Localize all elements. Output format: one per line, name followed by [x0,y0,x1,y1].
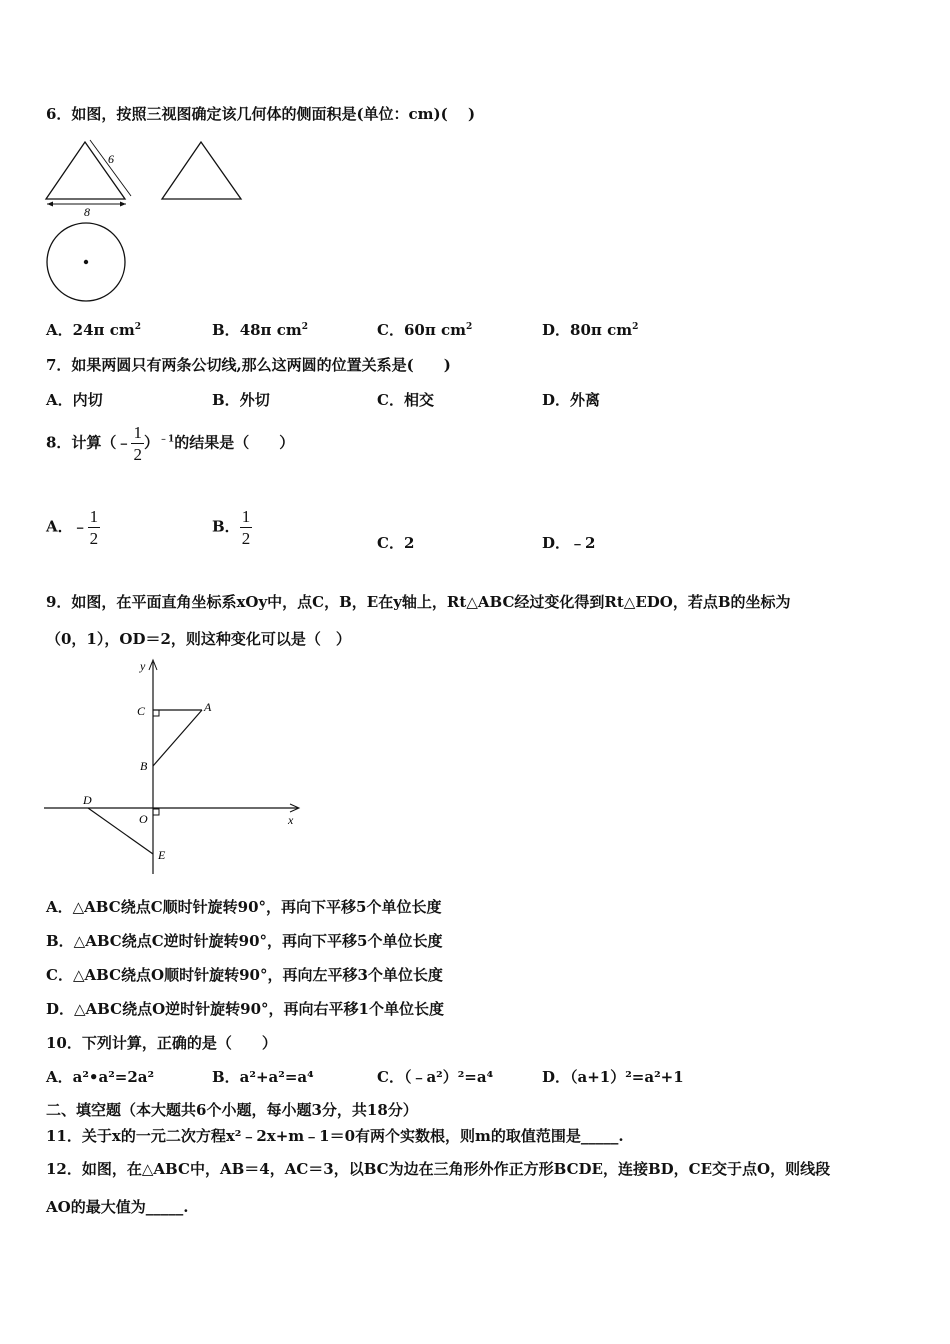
q11-stem: 11．关于x的一元二次方程x²﹣2x+m﹣1＝0有两个实数根，则m的取值范围是_____. [46,1127,624,1145]
q9-stem-line2: （0，1），OD＝2，则这种变化可以是（ ） [46,630,351,648]
label-x: x [288,813,294,827]
label-A: A [204,700,212,714]
q10-option-a[interactable]: A．a²•a²=2a² [46,1068,155,1086]
label-D: D [83,793,92,807]
q7-option-c[interactable]: C．相交 [377,391,434,409]
label-E: E [158,848,166,862]
side-length-label: 6 [108,152,114,166]
q7-stem: 7．如果两圆只有两条公切线,那么这两圆的位置关系是( ) [46,356,451,374]
q9-option-b[interactable]: B．△ABC绕点C逆时针旋转90°，再向下平移5个单位长度 [46,932,443,950]
q6-option-d[interactable]: D．80π $cm^2$ [542,321,639,339]
q10-option-b[interactable]: B．a²+a²=a⁴ [212,1068,314,1086]
base-length-label: 8 [84,205,90,219]
q7-option-a[interactable]: A．内切 [46,391,103,409]
base-arrow-right [120,202,126,207]
segment-AB [153,710,202,766]
q10-stem: 10．下列计算，正确的是（ ） [46,1034,277,1052]
q9-option-a[interactable]: A．△ABC绕点C顺时针旋转90°，再向下平移5个单位长度 [46,898,442,916]
q8-stem: 8．计算（﹣ $\frac{1}{2}$ ）$^{﹣1}$的结果是（ ） [46,423,295,464]
q8-fraction: $\frac{1}{2}$ [133,423,142,464]
q6-side-view [158,136,248,206]
q7-option-d[interactable]: D．外离 [542,391,601,409]
q6-stem: 6．如图，按照三视图确定该几何体的侧面积是(单位：cm)( ) [46,105,476,123]
q10-option-c[interactable]: C．（﹣a²）²=a⁴ [377,1068,494,1086]
front-triangle [46,142,125,199]
q8-option-b[interactable]: B． $\frac{1}{2}$ [212,507,251,548]
label-C: C [137,704,146,718]
q10-option-d[interactable]: D．（a+1）²=a²+1 [542,1068,684,1086]
q9-option-d[interactable]: D．△ABC绕点O逆时针旋转90°，再向右平移1个单位长度 [46,1000,444,1018]
side-triangle [162,142,241,199]
q7-option-b[interactable]: B．外切 [212,391,270,409]
q12-line1: 12．如图，在△ABC中，AB＝4，AC＝3，以BC为边在三角形外作正方形BCDE，连接BD，CE交于点O，则线段 [46,1160,831,1178]
label-O: O [139,812,148,826]
q6-front-view [40,136,140,226]
section2-heading: 二、填空题（本大题共6个小题，每小题3分，共18分） [46,1101,418,1119]
q9-stem-line1: 9．如图，在平面直角坐标系xOy中，点C，B，E在y轴上，Rt△ABC经过变化得到Rt△EDO，若点B的坐标为 [46,593,791,611]
q9-option-c[interactable]: C．△ABC绕点O顺时针旋转90°，再向左平移3个单位长度 [46,966,443,984]
label-B: B [140,759,148,773]
side-dimension-line [90,140,131,196]
q8-option-c[interactable]: C．2 [377,534,415,552]
q8-option-d[interactable]: D．﹣2 [542,534,596,552]
q12-line2: AO的最大值为_____. [46,1198,189,1216]
q9-coordinate-figure [40,656,310,878]
label-y: y [140,659,146,673]
right-angle-c [153,710,159,716]
q8-option-a[interactable]: A．﹣ $\frac{1}{2}$ [46,507,99,548]
q6-top-view [44,220,134,304]
q6-option-b[interactable]: B．48π $cm^2$ [212,321,309,339]
center-dot [84,260,88,264]
right-angle-o [153,809,159,815]
q6-option-a[interactable]: A．24π $cm^2$ [46,321,141,339]
q6-option-c[interactable]: C．60π $cm^2$ [377,321,473,339]
base-arrow-left [47,202,53,207]
